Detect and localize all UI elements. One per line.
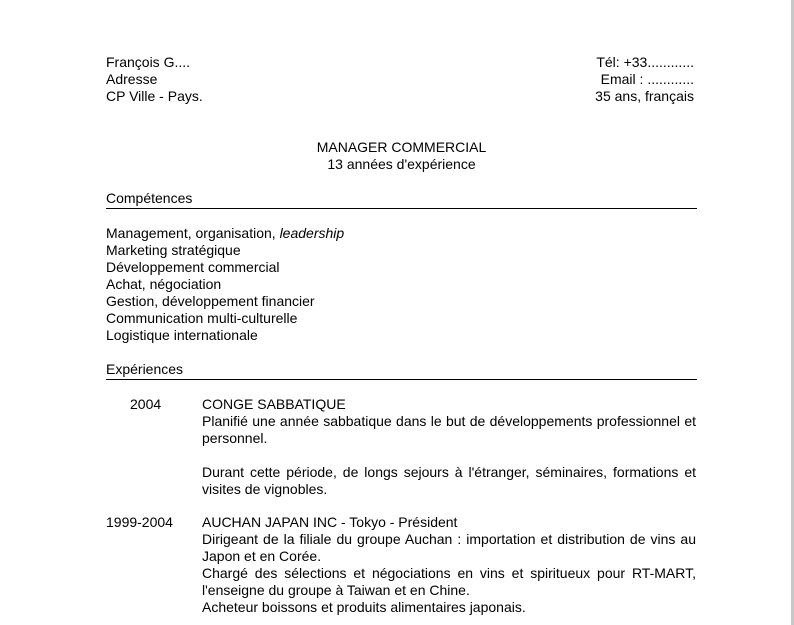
contact-left bbox=[106, 54, 203, 105]
list-item: Développement commercial bbox=[106, 259, 280, 275]
job-title: MANAGER COMMERCIAL bbox=[316, 139, 487, 155]
list-item: Gestion, développement financier bbox=[106, 293, 315, 309]
city-line: CP Ville - Pays. bbox=[106, 88, 203, 104]
list-item: Communication multi-culturelle bbox=[106, 310, 298, 326]
competences-list bbox=[106, 225, 344, 344]
entry-body bbox=[202, 396, 696, 498]
experience-entry bbox=[106, 514, 697, 616]
entry-line: Durant cette période, de longs sejours à l'étranger, séminaires, formations et visites de vignobles. bbox=[202, 464, 696, 497]
entry-title: AUCHAN JAPAN INC - Tokyo - Président bbox=[202, 514, 458, 530]
entry-year: 2004 bbox=[130, 396, 162, 412]
experience-entry bbox=[106, 396, 697, 498]
age-nationality-line: 35 ans, français bbox=[595, 88, 694, 104]
address-line: Adresse bbox=[106, 71, 158, 87]
experience-years: 13 années d'expérience bbox=[327, 156, 476, 172]
section-competences-heading: Compétences bbox=[106, 190, 697, 209]
name-line: François G.... bbox=[106, 54, 191, 70]
phone-line: Tél: +33............ bbox=[596, 54, 694, 70]
entry-line: Planifié une année sabbatique dans le but de développements professionnel et personnel. bbox=[202, 413, 696, 446]
entry-line: Chargé des sélections et négociations en vins et spiritueux pour RT-MART, l'enseigne du groupe à Taiwan et en Chine. bbox=[202, 565, 696, 598]
list-item: Management, organisation, leadership bbox=[106, 225, 345, 241]
list-item: Logistique internationale bbox=[106, 327, 258, 343]
list-item: Marketing stratégique bbox=[106, 242, 241, 258]
email-line: Email : ............ bbox=[600, 71, 694, 87]
entry-line: Acheteur boissons et produits alimentaires japonais. bbox=[202, 599, 526, 615]
entry-year: 1999-2004 bbox=[106, 514, 173, 530]
list-item: Achat, négociation bbox=[106, 276, 222, 292]
entry-line: Dirigeant de la filiale du groupe Auchan : importation et distribution de vins au Japon et en Corée. bbox=[202, 531, 696, 564]
cv-title bbox=[106, 139, 697, 173]
contact-right bbox=[595, 54, 694, 105]
entry-title: CONGE SABBATIQUE bbox=[202, 396, 346, 412]
section-experiences-heading: Expériences bbox=[106, 361, 697, 380]
entry-body bbox=[202, 514, 696, 616]
